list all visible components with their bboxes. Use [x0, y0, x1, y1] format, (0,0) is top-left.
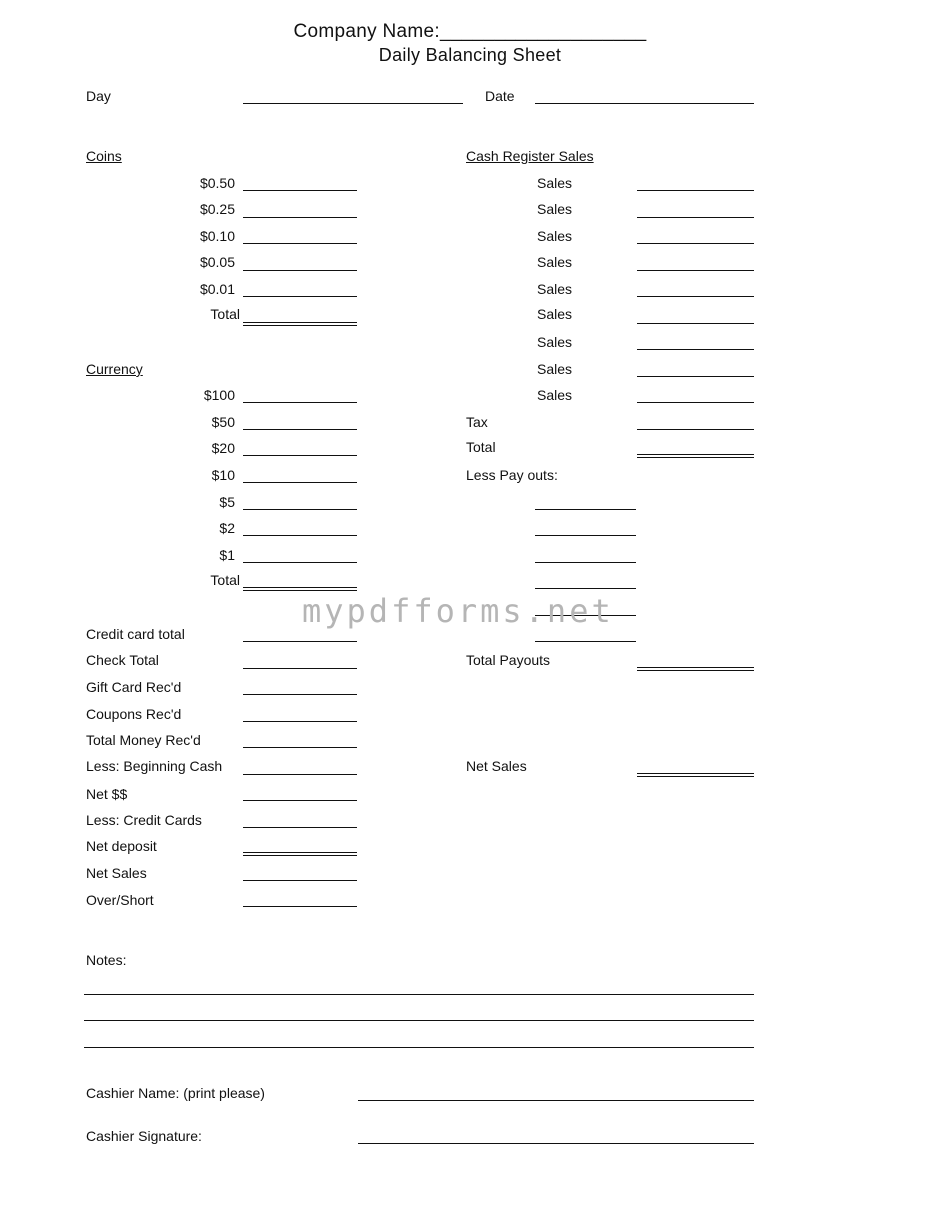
cashier-signature-label: Cashier Signature: [86, 1128, 202, 1144]
cashier-name-label: Cashier Name: (print please) [86, 1085, 265, 1101]
payout-field[interactable] [535, 562, 636, 563]
cashier-name-field[interactable] [358, 1100, 754, 1101]
currency-field[interactable] [243, 402, 357, 403]
coin-field[interactable] [243, 296, 357, 297]
currency-label: $100 [203, 387, 235, 403]
sales-field[interactable] [637, 323, 754, 324]
register-heading: Cash Register Sales [466, 148, 594, 164]
sales-label: Sales [537, 306, 573, 322]
coin-label: $0.05 [199, 254, 235, 270]
sales-label: Sales [537, 228, 573, 244]
register-total-label: Total [466, 439, 496, 455]
coin-field[interactable] [243, 217, 357, 218]
summary-field[interactable] [243, 721, 357, 722]
summary-field[interactable] [243, 906, 357, 907]
payout-field[interactable] [535, 509, 636, 510]
coin-label: $0.25 [199, 201, 235, 217]
sales-label: Sales [537, 387, 573, 403]
coin-field[interactable] [243, 270, 357, 271]
register-total-field[interactable] [637, 454, 754, 458]
payouts-label: Less Pay outs: [466, 467, 558, 483]
page-title: Daily Balancing Sheet [378, 45, 562, 65]
sales-field[interactable] [637, 243, 754, 244]
currency-field[interactable] [243, 509, 357, 510]
sales-label: Sales [537, 281, 573, 297]
notes-line[interactable] [84, 1020, 754, 1021]
summary-field[interactable] [243, 852, 357, 856]
payout-field[interactable] [535, 588, 636, 589]
currency-label: $50 [211, 414, 235, 430]
coin-label: $0.50 [199, 175, 235, 191]
notes-line[interactable] [84, 1047, 754, 1048]
sales-label: Sales [537, 361, 573, 377]
summary-label: Check Total [86, 652, 159, 668]
sales-field[interactable] [637, 296, 754, 297]
coin-field[interactable] [243, 243, 357, 244]
sales-label: Sales [537, 201, 573, 217]
coins-heading: Coins [86, 148, 122, 164]
currency-total-field[interactable] [243, 587, 357, 591]
notes-label: Notes: [86, 952, 127, 968]
currency-field[interactable] [243, 535, 357, 536]
sales-field[interactable] [637, 270, 754, 271]
summary-label: Coupons Rec'd [86, 706, 182, 722]
date-field[interactable] [535, 103, 754, 104]
currency-field[interactable] [243, 482, 357, 483]
sales-field[interactable] [637, 190, 754, 191]
coin-label: $0.10 [199, 228, 235, 244]
payout-field[interactable] [535, 641, 636, 642]
coin-label: $0.01 [199, 281, 235, 297]
currency-total-label: Total [210, 572, 240, 588]
summary-label: Net $$ [86, 786, 128, 802]
summary-field[interactable] [243, 641, 357, 642]
sales-field[interactable] [637, 217, 754, 218]
summary-label: Gift Card Rec'd [86, 679, 182, 695]
sales-field[interactable] [637, 402, 754, 403]
company-name-title: Company Name:___________________ [293, 21, 647, 42]
date-label: Date [485, 88, 515, 104]
payout-field[interactable] [535, 535, 636, 536]
day-label: Day [86, 88, 111, 104]
register-net-sales-label: Net Sales [466, 758, 527, 774]
summary-field[interactable] [243, 880, 357, 881]
currency-heading: Currency [86, 361, 143, 377]
summary-label: Less: Credit Cards [86, 812, 202, 828]
watermark: mypdfforms.net [302, 592, 614, 630]
summary-field[interactable] [243, 668, 357, 669]
currency-label: $1 [219, 547, 235, 563]
summary-field[interactable] [243, 800, 357, 801]
total-payouts-field[interactable] [637, 667, 754, 671]
coins-total-field[interactable] [243, 322, 357, 326]
summary-field[interactable] [243, 827, 357, 828]
cashier-signature-field[interactable] [358, 1143, 754, 1144]
sales-field[interactable] [637, 376, 754, 377]
coin-field[interactable] [243, 190, 357, 191]
currency-label: $20 [211, 440, 235, 456]
summary-label: Over/Short [86, 892, 154, 908]
tax-field[interactable] [637, 429, 754, 430]
total-payouts-label: Total Payouts [466, 652, 551, 668]
sales-label: Sales [537, 334, 573, 350]
summary-field[interactable] [243, 774, 357, 775]
summary-field[interactable] [243, 694, 357, 695]
sales-field[interactable] [637, 349, 754, 350]
coins-total-label: Total [210, 306, 240, 322]
currency-field[interactable] [243, 455, 357, 456]
currency-label: $5 [219, 494, 235, 510]
currency-label: $10 [211, 467, 235, 483]
summary-label: Total Money Rec'd [86, 732, 201, 748]
summary-label: Credit card total [86, 626, 185, 642]
currency-field[interactable] [243, 429, 357, 430]
summary-label: Net deposit [86, 838, 157, 854]
day-field[interactable] [243, 103, 463, 104]
sales-label: Sales [537, 175, 573, 191]
currency-label: $2 [219, 520, 235, 536]
register-net-sales-field[interactable] [637, 773, 754, 777]
summary-label: Less: Beginning Cash [86, 758, 223, 774]
notes-line[interactable] [84, 994, 754, 995]
sales-label: Sales [537, 254, 573, 270]
currency-field[interactable] [243, 562, 357, 563]
tax-label: Tax [466, 414, 488, 430]
summary-label: Net Sales [86, 865, 147, 881]
summary-field[interactable] [243, 747, 357, 748]
